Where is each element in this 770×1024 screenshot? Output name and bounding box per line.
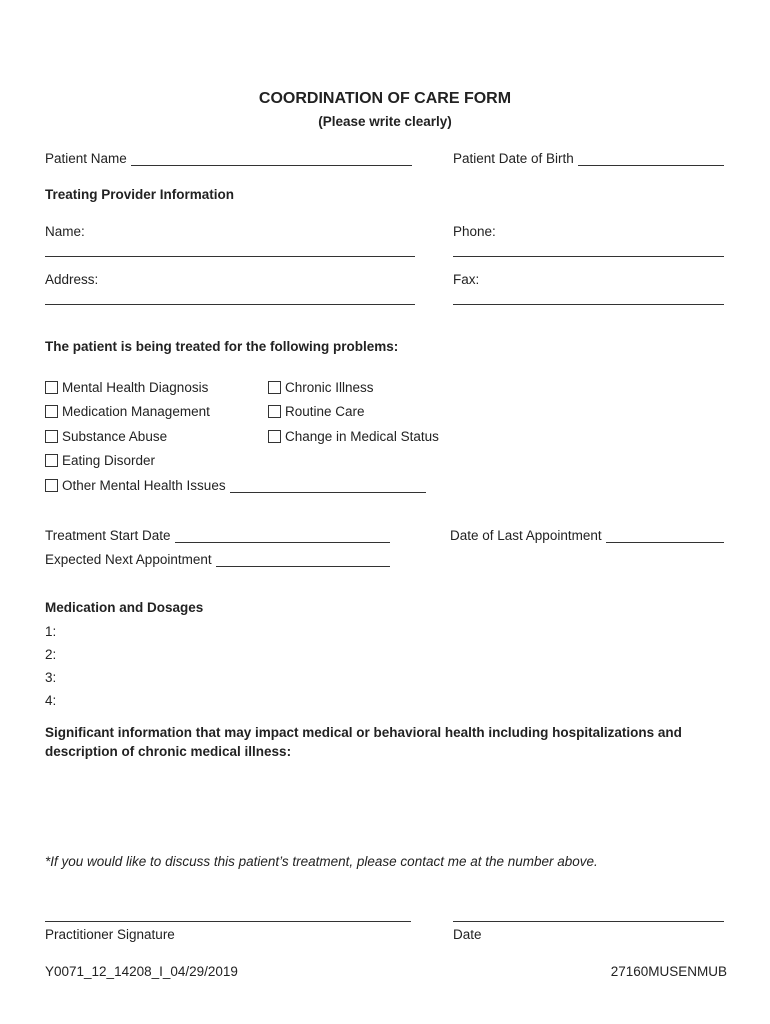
address-line[interactable] (45, 304, 415, 305)
treatment-start-field[interactable] (45, 528, 390, 543)
patient-dob-label: Patient Date of Birth (453, 151, 574, 166)
checkbox-box[interactable] (268, 381, 281, 394)
checkbox-box[interactable] (45, 454, 58, 467)
medication-item-3[interactable]: 3: (45, 670, 57, 685)
next-appointment-field[interactable] (45, 552, 390, 567)
significant-info-heading: Significant information that may impact medical or behavioral health including hospitalizations and description of chronic medical illness: (45, 725, 682, 759)
checkbox-mental-health-diagnosis[interactable] (45, 380, 208, 395)
provider-section-heading: Treating Provider Information (45, 187, 235, 202)
last-appointment-field[interactable] (450, 528, 724, 543)
footer-doc-id: 27160MUSENMUB (610, 964, 727, 979)
checkbox-box[interactable] (268, 405, 281, 418)
treatment-start-line[interactable] (175, 529, 390, 543)
medication-item-4[interactable]: 4: (45, 693, 57, 708)
patient-dob-field[interactable] (453, 151, 724, 166)
checkbox-eating-disorder[interactable] (45, 453, 155, 468)
contact-note: *If you would like to discuss this patient’s treatment, please contact me at the number above. (45, 854, 598, 869)
date-label: Date (453, 927, 482, 942)
medication-heading: Medication and Dosages (45, 600, 204, 615)
phone-label: Phone: (453, 224, 496, 239)
checkbox-substance-abuse[interactable] (45, 429, 167, 444)
last-appointment-label: Date of Last Appointment (450, 528, 602, 543)
significant-info-area[interactable] (45, 770, 725, 840)
checkbox-medication-management[interactable] (45, 404, 210, 419)
form-subtitle: (Please write clearly) (318, 114, 452, 129)
next-appointment-label: Expected Next Appointment (45, 552, 212, 567)
checkbox-label: Substance Abuse (62, 429, 168, 444)
signature-label: Practitioner Signature (45, 927, 175, 942)
checkbox-box[interactable] (45, 381, 58, 394)
patient-name-label: Patient Name (45, 151, 127, 166)
medication-item-1[interactable]: 1: (45, 624, 57, 639)
checkbox-change-medical-status[interactable] (268, 429, 439, 444)
checkbox-routine-care[interactable] (268, 404, 365, 419)
next-appointment-line[interactable] (216, 553, 390, 567)
problems-heading: The patient is being treated for the following problems: (45, 339, 399, 354)
last-appointment-line[interactable] (606, 529, 724, 543)
checkbox-label: Medication Management (62, 404, 210, 419)
checkbox-other-mental-health[interactable] (45, 478, 426, 493)
name-label: Name: (45, 224, 85, 239)
checkbox-label: Chronic Illness (285, 380, 374, 395)
patient-name-field[interactable] (45, 151, 412, 166)
checkbox-label: Eating Disorder (62, 453, 156, 468)
checkbox-box[interactable] (268, 430, 281, 443)
fax-line[interactable] (453, 304, 724, 305)
other-issues-line[interactable] (230, 479, 426, 493)
signature-line[interactable] (45, 921, 411, 922)
name-line[interactable] (45, 256, 415, 257)
checkbox-box[interactable] (45, 430, 58, 443)
medication-item-2[interactable]: 2: (45, 647, 57, 662)
patient-name-line[interactable] (131, 152, 412, 166)
checkbox-label: Change in Medical Status (285, 429, 439, 444)
date-line[interactable] (453, 921, 724, 922)
patient-dob-line[interactable] (578, 152, 724, 166)
checkbox-label: Mental Health Diagnosis (62, 380, 209, 395)
checkbox-box[interactable] (45, 479, 58, 492)
footer-form-code: Y0071_12_14208_I_04/29/2019 (45, 964, 238, 979)
checkbox-box[interactable] (45, 405, 58, 418)
checkbox-label: Other Mental Health Issues (62, 478, 226, 493)
phone-line[interactable] (453, 256, 724, 257)
checkbox-chronic-illness[interactable] (268, 380, 374, 395)
form-title: COORDINATION OF CARE FORM (258, 90, 512, 107)
address-label: Address: (45, 272, 99, 287)
fax-label: Fax: (453, 272, 480, 287)
checkbox-label: Routine Care (285, 404, 365, 419)
treatment-start-label: Treatment Start Date (45, 528, 171, 543)
